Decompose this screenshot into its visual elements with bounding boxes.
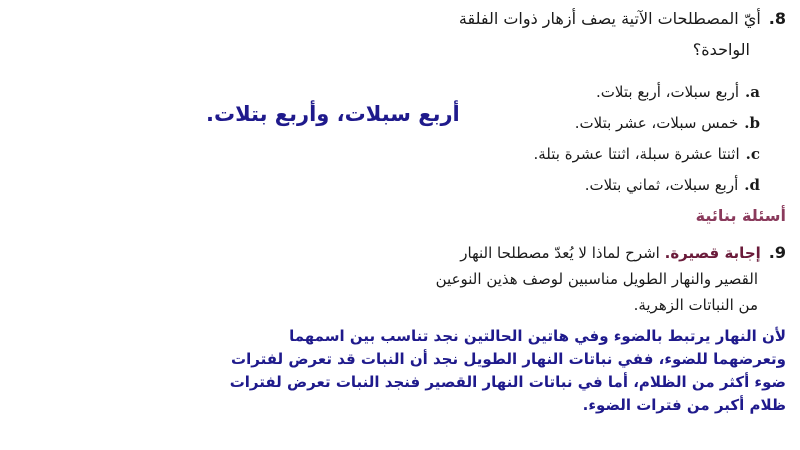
option-d-letter: d. xyxy=(744,176,760,194)
question-9-answer xyxy=(186,325,786,417)
option-a xyxy=(596,82,760,102)
question-9-answer-line1: لأن النهار يرتبط بالضوء وفي هاتين الحالتين نجد تناسب بين اسمهما xyxy=(289,327,786,345)
question-9-answer-line2: وتعرضهما للضوء، ففي نباتات النهار الطويل نجد أن النبات قد تعرض لفترات xyxy=(231,350,786,368)
question-9-stem xyxy=(316,240,786,318)
question-9-text-line3: من النباتات الزهرية. xyxy=(633,296,758,314)
option-d-text: أربع سبلات، ثماني بتلات. xyxy=(584,176,739,194)
question-9-text-line2: القصير والنهار الطويل مناسبين لوصف هذين النوعين xyxy=(435,270,758,288)
question-8-answer: أربع سبلات، وأربع بتلات. xyxy=(206,102,460,126)
question-8-stem-line2: الواحدة؟ xyxy=(692,40,750,59)
section-heading: أسئلة بنائية xyxy=(695,206,786,225)
option-b-text: خمس سبلات، عشر بتلات. xyxy=(574,114,739,132)
option-b xyxy=(575,113,760,133)
option-b-letter: b. xyxy=(744,114,760,132)
question-9-answer-line4: ظلام أكبر من فترات الضوء. xyxy=(582,396,786,414)
question-9-line1 xyxy=(316,240,786,266)
option-c xyxy=(533,144,760,164)
question-8-text-line1: أيّ المصطلحات الآتية يصف أزهار ذوات الفلقة xyxy=(458,9,761,28)
option-c-letter: c. xyxy=(745,145,760,163)
option-a-letter: a. xyxy=(745,83,760,101)
question-9-answer-line3: ضوء أكثر من الظلام، أما في نباتات النهار القصير فنجد النبات تعرض لفترات xyxy=(229,373,786,391)
question-8-stem xyxy=(286,8,786,30)
question-9-number: 9. xyxy=(768,243,786,262)
option-a-text: أربع سبلات، أربع بتلات. xyxy=(596,83,740,101)
option-c-text: اثنتا عشرة سبلة، اثنتا عشرة بتلة. xyxy=(533,145,740,163)
question-8-number: 8. xyxy=(768,9,786,28)
question-9-label: إجابة قصيرة. xyxy=(664,244,761,262)
option-d xyxy=(585,175,760,195)
question-9-text-line1: اشرح لماذا لا يُعدّ مصطلحا النهار xyxy=(460,244,660,262)
